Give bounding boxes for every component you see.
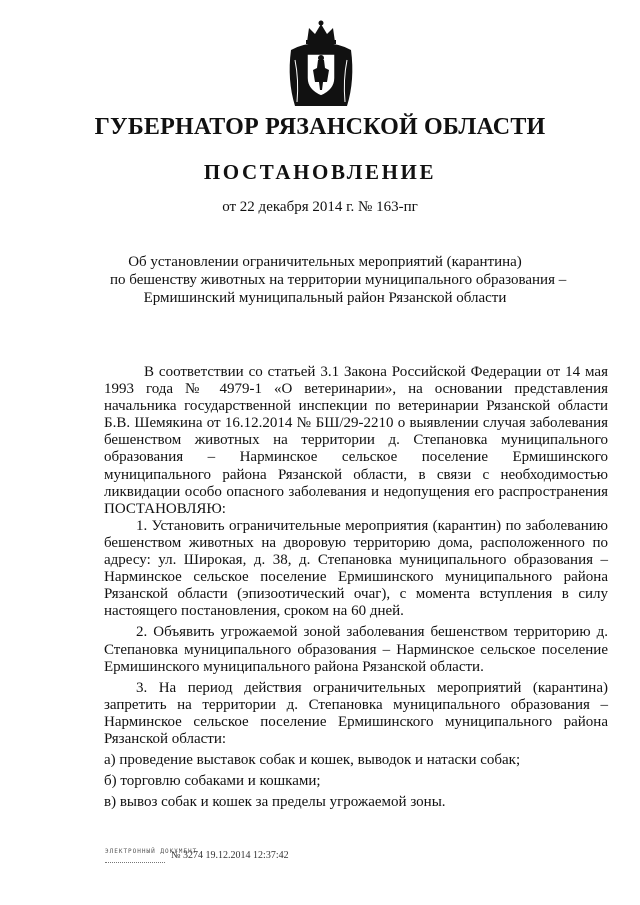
clause-3-item-b: б) торговлю собаками и кошками; [104,773,321,790]
clause-3: 3. На период действия ограничительных мероприятий (карантина) запретить на территории д. Степановка муниципального образования – Нарминское сельское поселение Ермишинского муниципального района Рязанской области: [104,679,608,747]
document-date-number: от 22 декабря 2014 г. № 163-пг [222,199,418,215]
clause-3-item-c: в) вывоз собак и кошек за пределы угрожаемой зоны. [104,794,446,811]
authority-title: ГУБЕРНАТОР РЯЗАНСКОЙ ОБЛАСТИ [94,114,546,140]
subject-line: по бешенству животных на территории муниципального образования – [110,272,567,288]
clause-3-item-a: а) проведение выставок собак и кошек, выводок и натаски собак; [104,752,521,769]
electronic-stamp: ЭЛЕКТРОННЫЙ ДОКУМЕНТ [105,848,165,863]
subject-line: Ермишинский муниципальный район Рязанской области [143,290,507,306]
clause-2: 2. Объявить угрожаемой зоной заболевания бешенством территорию д. Степановка муниципального образования – Нарминское сельское поселение Ермишинского муниципального района Рязанской области. [104,624,608,675]
clause-1: 1. Установить ограничительные мероприятия (карантин) по заболеванию бешенством животных на дворовую территорию дома, расположенного по адресу: ул. Широкая, д. 38, д. Степановка муниципального образования – Нарминское сельское поселение Ермишинского муниципального района Рязанской области (эпизоотический очаг), с момента вступления в силу настоящего постановления, сроком на 60 дней. [104,517,608,620]
document-subject [110,253,567,307]
ryazan-coat-of-arms-icon [285,20,357,108]
document-type-title: ПОСТАНОВЛЕНИЕ [203,160,437,184]
subject-line: Об установлении ограничительных мероприятий (карантина) [128,254,522,270]
preamble-paragraph: В соответствии со статьей 3.1 Закона Российской Федерации от 14 мая 1993 года № 4979-1 «О ветеринарии», на основании представления начальника государственной инспекции по ветеринарии Рязанской области Б.В. Шемякина от 16.12.2014 № БШ/29-2210 о выявлении случая заболевания бешенством животных на территории д. Степановка муниципального образования – Нарминское сельское поселение Ермишинского муниципального района Рязанской области, в связи с необходимостью ликвидации особо опасного заболевания и недопущения его распространения ПОСТАНОВЛЯЮ: [104,364,608,517]
document-body [104,364,608,811]
registration-number: № 3274 19.12.2014 12:37:42 [171,850,289,861]
